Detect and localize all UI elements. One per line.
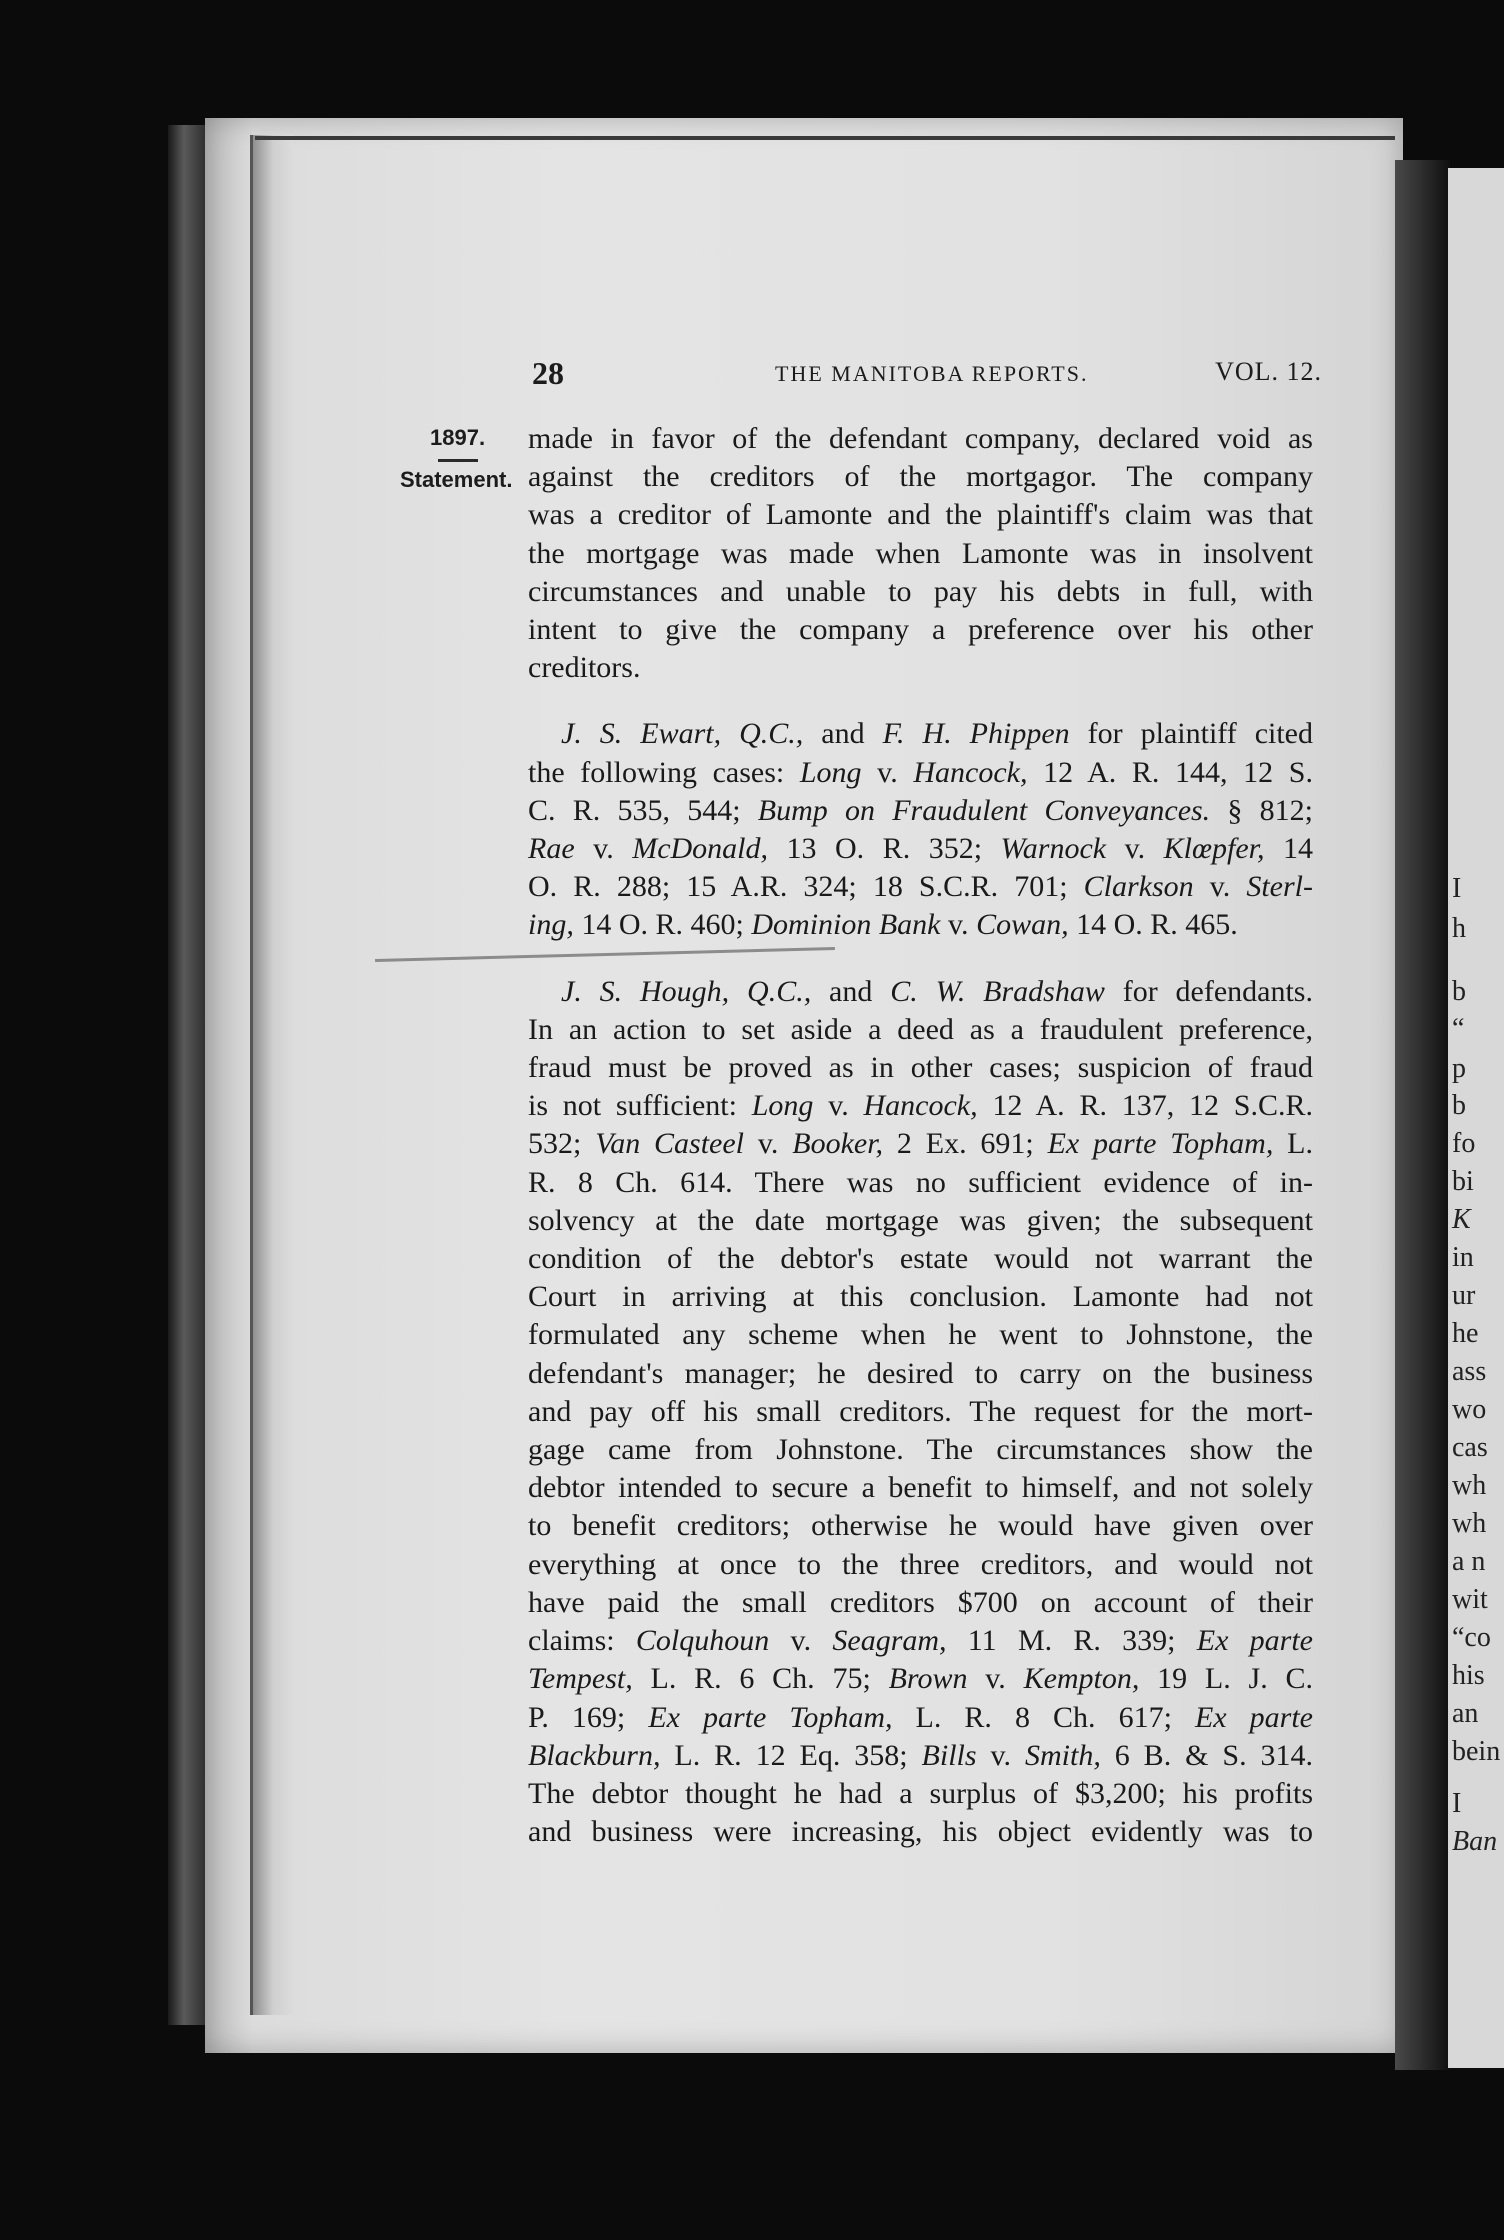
text-line: intent to give the company a preference over his other [528, 613, 1313, 647]
text-run: and [803, 717, 883, 751]
text-run: claims: [528, 1624, 636, 1658]
fragment-text: ur [1452, 1280, 1476, 1311]
case-party: Sterl- [1246, 870, 1313, 904]
page-gutter-edge [250, 135, 293, 2015]
text-line: the mortgage was made when Lamonte was in insolvent [528, 536, 1313, 570]
text-run: 19 L. J. C. [1139, 1662, 1313, 1696]
text-line [528, 1125, 1313, 1163]
fragment-text: “ [1452, 1013, 1465, 1044]
case-party: Ex parte [1194, 1700, 1314, 1734]
text-run: the following cases: [528, 755, 800, 789]
fragment-text: h [1452, 913, 1466, 944]
text-line [528, 1737, 1313, 1775]
fragment-text: “co [1452, 1622, 1491, 1653]
margin-year: 1897. [430, 425, 486, 450]
paragraph-defendant-counsel [528, 973, 1313, 1852]
text-run: 532; [528, 1127, 596, 1161]
margin-note: Statement. [400, 467, 513, 492]
case-party: Booker, [792, 1127, 884, 1161]
text-run: L. R. 12 Eq. 358; [660, 1738, 922, 1772]
paragraph-plaintiff-counsel [528, 715, 1313, 944]
text-run: v. [940, 908, 977, 942]
counsel-name: F. H. Phippen [882, 717, 1070, 751]
page-number: 28 [532, 355, 564, 391]
text-run: 6 B. & S. 314. [1100, 1738, 1314, 1772]
text-run: 12 A. R. 144, 12 S. [1027, 755, 1313, 789]
text-line [528, 1622, 1313, 1660]
case-party: Ex parte Topham, [1047, 1127, 1274, 1161]
fragment-text: Ban [1452, 1826, 1498, 1857]
text-run: v. [967, 1662, 1024, 1696]
case-party: McDonald, [632, 832, 769, 866]
case-party: Long [799, 755, 862, 789]
text-line: R. 8 Ch. 614. There was no sufficient evidence of in- [528, 1165, 1313, 1199]
text-line [528, 1699, 1313, 1737]
text-run: L. R. 6 Ch. 75; [632, 1662, 889, 1696]
fragment-text: bein [1452, 1736, 1501, 1767]
case-party: Colquhoun [635, 1624, 770, 1658]
fragment-text: I [1452, 1788, 1462, 1819]
text-run: 13 O. R. 352; [768, 832, 1001, 866]
text-run: for plaintiff cited [1069, 717, 1313, 751]
fragment-text: a n [1452, 1546, 1486, 1577]
text-line: made in favor of the defendant company, declared void as [528, 422, 1313, 455]
adjacent-page-fragment [1448, 168, 1504, 2068]
text-line: everything at once to the three creditors, and would not [528, 1547, 1313, 1581]
text-line: condition of the debtor's estate would not warrant the [528, 1242, 1313, 1276]
page-body [528, 420, 1313, 1851]
text-run: v. [1193, 870, 1247, 904]
text-line [528, 1087, 1313, 1125]
text-run: 14 O. R. 465. [1068, 908, 1238, 942]
text-line: In an action to set aside a deed as a fraudulent preference, [528, 1012, 1313, 1046]
text-run: v. [769, 1624, 833, 1658]
text-run: § 812; [1210, 793, 1313, 827]
running-title: THE MANITOBA REPORTS. [775, 361, 1089, 386]
case-party: Smith, [1024, 1738, 1101, 1772]
case-party: Dominion Bank [751, 908, 941, 942]
text-run: 2 Ex. 691; [883, 1127, 1048, 1161]
text-run: for defendants. [1104, 974, 1313, 1008]
case-party: Cowan, [976, 908, 1069, 942]
page-header [532, 355, 1322, 395]
case-party: Klœpfer, [1163, 832, 1265, 866]
text-run: v. [1106, 832, 1164, 866]
fragment-text: b [1452, 976, 1466, 1007]
text-line: have paid the small creditors $700 on account of their [528, 1585, 1313, 1619]
text-run: and [811, 974, 891, 1008]
case-party: Rae [528, 832, 575, 866]
fragment-text: b [1452, 1090, 1466, 1121]
case-party: Ex parte Topham, [648, 1700, 893, 1734]
text-line [528, 830, 1313, 868]
text-line: to benefit creditors; otherwise he would have given over [528, 1509, 1313, 1543]
fragment-text: fo [1452, 1128, 1476, 1159]
text-line: defendant's manager; he desired to carry on the business [528, 1356, 1313, 1390]
text-line: debtor intended to secure a benefit to himself, and not solely [528, 1471, 1313, 1505]
fragment-text: in [1452, 1242, 1474, 1273]
case-party: Long [751, 1089, 814, 1123]
text-line [528, 792, 1313, 830]
text-run: C. R. 535, 544; [528, 793, 758, 827]
text-line: The debtor thought he had a surplus of $3,200; his profits [528, 1776, 1313, 1810]
fragment-text: an [1452, 1698, 1479, 1729]
text-run: is not sufficient: [528, 1089, 752, 1123]
fragment-text: wit [1452, 1584, 1488, 1615]
case-party: Warnock [1000, 832, 1107, 866]
text-line: formulated any scheme when he went to Johnstone, the [528, 1318, 1313, 1352]
case-party: Bills [921, 1738, 977, 1772]
text-run: 14 O. R. 460; [573, 908, 752, 942]
fragment-text: p [1452, 1053, 1466, 1084]
text-line: against the creditors of the mortgagor. The company [528, 460, 1313, 494]
fragment-text: wh [1452, 1508, 1487, 1539]
case-party: Brown [888, 1662, 968, 1696]
fragment-text: K [1452, 1204, 1471, 1235]
text-run: v. [861, 755, 914, 789]
text-run: v. [744, 1127, 793, 1161]
text-line: and business were increasing, his object evidently was to [528, 1815, 1313, 1849]
page-fold-shadow [1395, 160, 1450, 2070]
text-line: was a creditor of Lamonte and the plaintiff's claim was that [528, 498, 1313, 532]
case-party: Clarkson [1083, 870, 1194, 904]
fragment-text: he [1452, 1318, 1479, 1349]
counsel-name: J. S. Ewart, Q.C., [561, 717, 804, 751]
text-run: O. R. 288; 15 A.R. 324; 18 S.C.R. 701; [528, 870, 1084, 904]
case-party: Van Casteel [595, 1127, 745, 1161]
case-party: Tempest, [528, 1662, 633, 1696]
text-line [528, 973, 1313, 1011]
text-line: gage came from Johnstone. The circumstances show the [528, 1433, 1313, 1467]
fragment-text: wh [1452, 1470, 1487, 1501]
text-line: circumstances and unable to pay his debts in full, with [528, 574, 1313, 608]
margin-rule [438, 459, 478, 462]
text-line: fraud must be proved as in other cases; suspicion of fraud [528, 1051, 1313, 1085]
counsel-name: C. W. Bradshaw [890, 974, 1105, 1008]
text-run: 11 M. R. 339; [946, 1624, 1197, 1658]
case-party: ing, [528, 908, 574, 942]
text-line [528, 754, 1313, 792]
counsel-name: J. S. Hough, Q.C., [561, 974, 812, 1008]
fragment-text: ass [1452, 1356, 1487, 1387]
fragment-text: bi [1452, 1166, 1474, 1197]
text-run: v. [976, 1738, 1025, 1772]
case-party: Blackburn, [528, 1738, 661, 1772]
fragment-text: cas [1452, 1432, 1488, 1463]
fragment-text: his [1452, 1660, 1485, 1691]
paragraph-statement [528, 420, 1313, 687]
text-run: v. [574, 832, 633, 866]
text-line: solvency at the date mortgage was given; the subsequent [528, 1203, 1313, 1237]
text-line [528, 868, 1313, 906]
text-line [528, 1660, 1313, 1698]
case-party: Hancock, [863, 1089, 978, 1123]
text-line: creditors. [528, 651, 641, 685]
fragment-text: wo [1452, 1394, 1487, 1425]
text-run: v. [813, 1089, 864, 1123]
text-line: Court in arriving at this conclusion. Lamonte had not [528, 1280, 1313, 1314]
case-party: Ex parte [1196, 1624, 1313, 1658]
text-line [528, 906, 1313, 944]
text-line [528, 715, 1313, 753]
case-party: Seagram, [832, 1624, 947, 1658]
text-run: 12 A. R. 137, 12 S.C.R. [977, 1089, 1313, 1123]
book-spine-edge [168, 125, 208, 2025]
text-run: 14 [1264, 832, 1313, 866]
page-top-border [255, 136, 1395, 140]
fragment-text: I [1452, 873, 1462, 904]
text-run: P. 169; [528, 1700, 649, 1734]
case-party: Hancock, [913, 755, 1028, 789]
text-run: L. [1273, 1127, 1313, 1161]
case-party: Kempton, [1023, 1662, 1140, 1696]
volume-label: VOL. 12. [1215, 357, 1322, 386]
treatise-title: Bump on Fraudulent Conveyances. [757, 793, 1211, 827]
text-run: L. R. 8 Ch. 617; [892, 1700, 1195, 1734]
text-line: and pay off his small creditors. The request for the mort- [528, 1394, 1313, 1428]
